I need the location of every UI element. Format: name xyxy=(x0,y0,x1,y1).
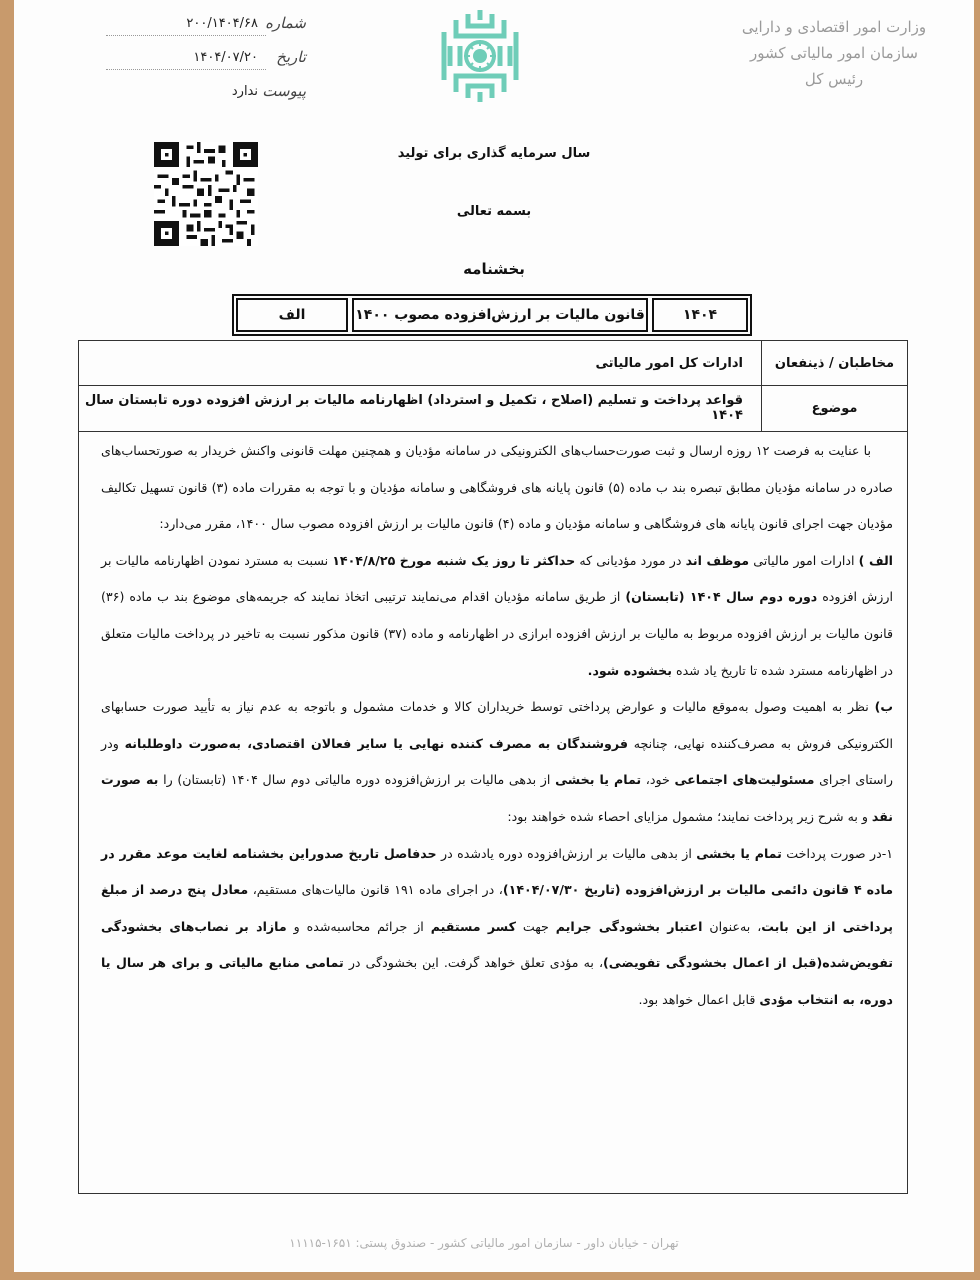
clause-one-bold-6: مازاد بر نصاب‌های بخشودگی تفویض‌شده(قبل از اعمال بخشودگی تفویضی) xyxy=(101,918,893,971)
clause-alef-text-2: در مورد مؤدیانی که xyxy=(575,552,686,568)
photo-frame-bottom xyxy=(0,1272,980,1280)
body-intro: با عنایت به فرصت ۱۲ روزه ارسال و ثبت صورت‌حساب‌های الکترونیکی در سامانه مؤدیان و همچنین مهلت قانونی واکنش خریدار به صورتحساب‌های صادره در سامانه مؤدیان مطابق تبصره بند ب ماده (۵) قانون پایانه های فروشگاهی و سامانه مؤدیان و با توجه به مقررات ماده (۳) قانون تسهیل تکالیف مؤدیان جهت اجرای قانون پایانه های فروشگاهی و سامانه مؤدیان و ماده (۴) قانون مالیات بر ارزش افزوده مصوب سال ۱۴۰۰، مقرر می‌دارد: xyxy=(101,443,893,532)
clause-be-text-2: ودر راستای اجرای xyxy=(101,735,893,788)
number-value: ۲۰۰/۱۴۰۴/۶۸ xyxy=(186,16,258,31)
attachment-label: پیوست xyxy=(262,82,306,100)
attachment-value: ندارد xyxy=(231,84,258,99)
clause-alef-text-1: ادارات امور مالیاتی xyxy=(749,552,859,568)
subject-label: موضوع xyxy=(761,385,907,431)
meta-date xyxy=(106,48,306,74)
ministry-header xyxy=(734,14,934,92)
header-law-title-cell: قانون مالیات بر ارزش‌افزوده مصوب ۱۴۰۰ xyxy=(352,298,648,332)
clause-alef-label: الف ) xyxy=(858,552,893,568)
header-year-cell: ۱۴۰۴ xyxy=(652,298,748,332)
circular-body xyxy=(101,433,893,1019)
clause-be-bold-3: تمام یا بخشی xyxy=(555,772,642,788)
clause-alef-text-4: از طریق سامانه مؤدیان اقدام می‌نمایند ترتیبی اتخاذ نمایند که جریمه‌های موضوع بند ب ماده (۳۶) قانون مالیات بر ارزش افزوده مربوط به مالیات بر ارزش افزوده ابرازی در اظهارنامه و ماده (۳۷) قانون مذکور نسبت به تاخیر در پرداخت مالیات متعلق در اظهارنامه مسترد شده تا تاریخ یاد شده xyxy=(101,589,894,678)
clause-alef-text-3: نسبت به مسترد نمودن اظهارنامه مالیات بر ارزش افزوده xyxy=(101,552,893,605)
clause-one-bold-5: کسر مستقیم xyxy=(430,918,516,934)
subject-value: قواعد پرداخت و تسلیم (اصلاح ، تکمیل و استرداد) اظهارنامه مالیات بر ارزش افزوده دوره تابستان سال ۱۴۰۴ xyxy=(84,393,743,423)
document-type-title: بخشنامه xyxy=(463,260,525,278)
ministry-line-3: رئیس کل xyxy=(804,70,864,88)
meta-attachment xyxy=(106,82,306,108)
clause-one-text-8: قابل اعمال خواهد بود. xyxy=(638,991,760,1007)
clause-one-text-3: ، در اجرای ماده ۱۹۱ قانون مالیات‌های مستقیم، xyxy=(248,882,503,898)
clause-one-bold-2: حدفاصل تاریخ صدوراین بخشنامه لغایت موعد مقرر در ماده ۴ قانون دائمی مالیات بر ارزش‌افزوده (تاریخ ۱۴۰۴/۰۷/۳۰) xyxy=(101,845,893,898)
clause-alef xyxy=(101,543,893,689)
clause-one-text-6: از جرائم محاسبه‌شده و xyxy=(286,918,431,934)
meta-number xyxy=(106,14,306,40)
addressees-value: ادارات کل امور مالیاتی xyxy=(595,355,743,371)
ministry-line-1: وزارت امور اقتصادی و دارایی xyxy=(741,18,927,36)
addressees-label: مخاطبان / ذینفعان xyxy=(761,341,907,385)
date-value: ۱۴۰۴/۰۷/۲۰ xyxy=(193,50,258,65)
clause-one-bold-1: تمام یا بخشی xyxy=(696,845,782,861)
clause-alef-bold-2: حداکثر تا روز یک شنبه مورخ ۱۴۰۴/۸/۲۵ xyxy=(332,552,576,568)
clause-be xyxy=(101,689,893,835)
clause-alef-bold-1: موظف اند xyxy=(685,552,750,568)
clause-one-text-5: جهت xyxy=(515,918,556,934)
date-label: تاریخ xyxy=(276,48,306,66)
clause-one-text-4: ، به‌عنوان xyxy=(702,918,762,934)
bismillah-heading: بسمه تعالی xyxy=(456,204,532,219)
letter-meta xyxy=(106,14,306,116)
tax-organization-logo-icon xyxy=(438,6,522,106)
clause-be-bold-2: مسئولیت‌های اجتماعی xyxy=(674,772,815,788)
circular-main-table xyxy=(78,340,908,1194)
clause-alef-bold-4: بخشوده شود. xyxy=(587,662,672,678)
clause-be-text-3: خود، xyxy=(641,772,675,788)
clause-one xyxy=(101,836,893,1019)
clause-one-text-2: از بدهی مالیات بر ارزش‌افزوده دوره یادشده در xyxy=(436,845,697,861)
footer-address: تهران - خیابان داور - سازمان امور مالیاتی کشور - صندوق پستی: ۱۶۵۱-۱۱۱۱۵ xyxy=(289,1236,679,1250)
clause-one-text-1: ۱-در صورت پرداخت xyxy=(781,845,894,861)
clause-alef-bold-3: دوره دوم سال ۱۴۰۴ (تابستان) xyxy=(625,589,818,605)
clause-one-text-7: ، به مؤدی تعلق خواهد گرفت. این بخشودگی در xyxy=(343,955,604,971)
circular-header-table xyxy=(232,294,752,336)
addressees-row xyxy=(79,341,907,386)
clause-be-bold-1: فروشندگان به مصرف کننده نهایی یا سایر فعالان اقتصادی، به‌صورت داوطلبانه xyxy=(124,735,628,751)
clause-be-bold-4: به صورت نقد xyxy=(101,772,893,824)
document-page xyxy=(14,0,974,1272)
qr-code-icon xyxy=(154,142,258,246)
ministry-line-2: سازمان امور مالیاتی کشور xyxy=(750,44,918,62)
clause-one-bold-7: تمامی منابع مالیاتی و برای هر سال یا دوره، به انتخاب مؤدی xyxy=(101,955,893,1007)
clause-be-label: ب) xyxy=(874,699,893,715)
clause-be-text-4: از بدهی مالیات بر ارزش‌افزوده دوره مالیاتی دوم سال ۱۴۰۴ (تابستان) را xyxy=(158,772,556,788)
number-label: شماره xyxy=(265,14,306,32)
clause-one-bold-3: معادل پنج درصد از مبلغ پرداختی از این بابت xyxy=(101,882,894,934)
year-slogan: سال سرمایه گذاری برای تولید xyxy=(397,146,591,161)
clause-be-text-5: و به شرح زیر پرداخت نمایند؛ مشمول مزایای احصاء شده خواهند بود: xyxy=(507,808,872,824)
subject-row xyxy=(79,385,907,432)
photo-frame-left xyxy=(0,0,14,1280)
photo-frame-right xyxy=(974,0,980,1280)
clause-one-bold-4: اعتبار بخشودگی جرایم xyxy=(555,918,703,934)
clause-be-text-1: نظر به اهمیت وصول به‌موقع مالیات و عوارض پرداختی توسط خریداران کالا و خدمات مشمول و باتوجه به عدم نیاز به تأیید صورت حسابهای الکترونیکی فروش به مصرف‌کننده نهایی، چنانچه xyxy=(101,699,893,751)
header-code-cell: الف xyxy=(236,298,348,332)
